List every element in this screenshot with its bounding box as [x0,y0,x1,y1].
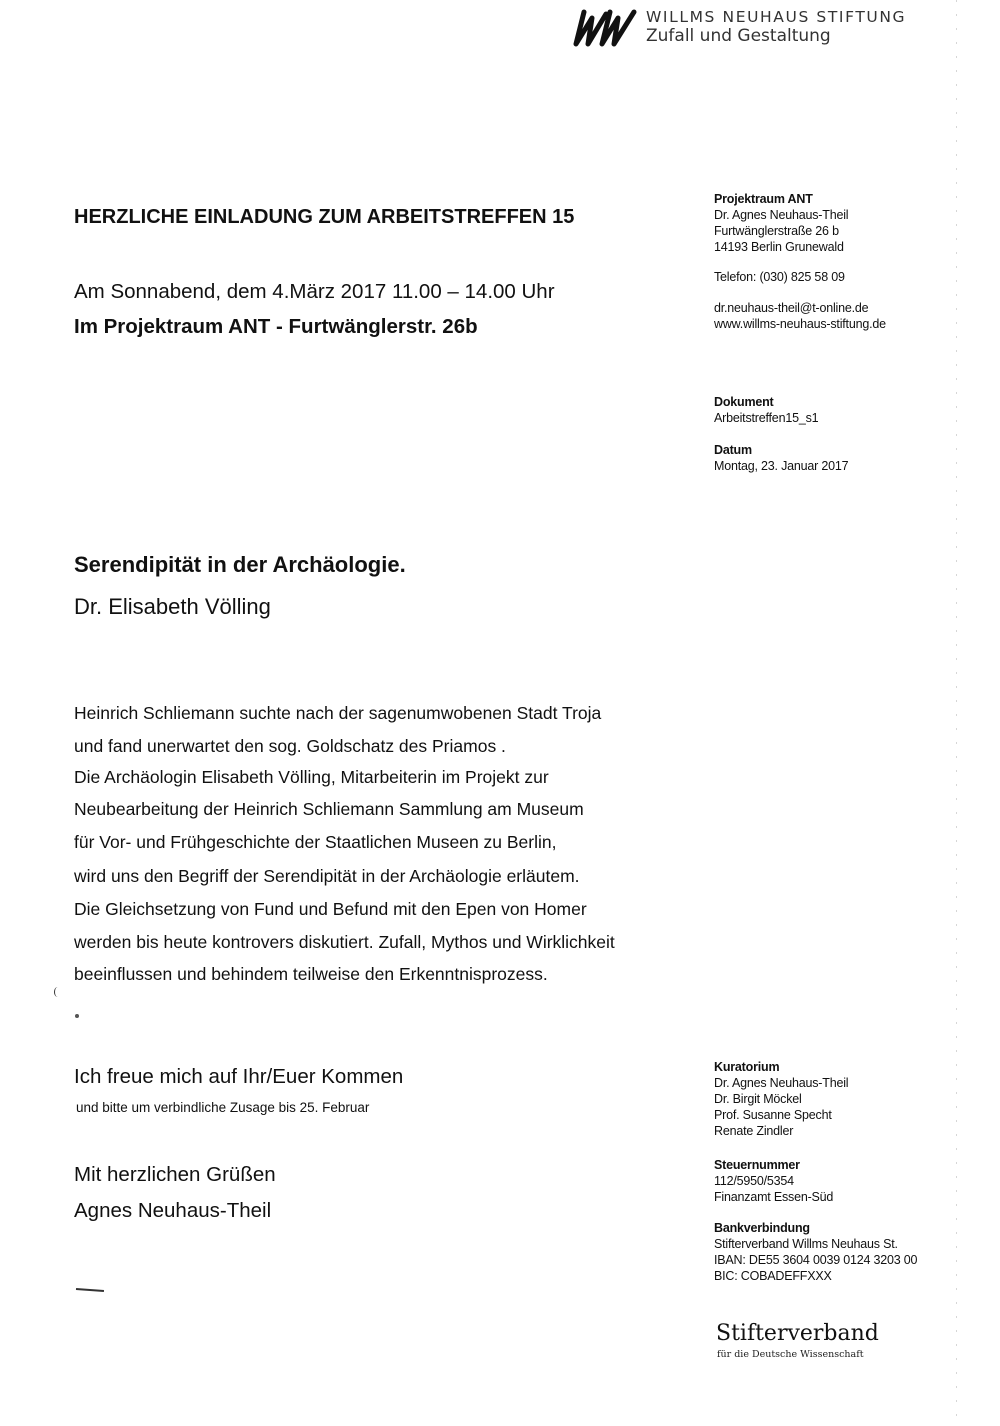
scan-dot [75,1014,79,1018]
contact-line: 14193 Berlin Grunewald [714,240,844,254]
stifterverband-logo: Stifterverband [716,1321,879,1346]
contact-line: Furtwänglerstraße 26 b [714,224,839,238]
closing-invite: Ich freue mich auf Ihr/Euer Kommen [74,1065,404,1088]
document-label: Dokument [714,395,774,409]
foundation-name: WILLMS NEUHAUS STIFTUNG [646,8,907,26]
date-label: Datum [714,443,752,457]
closing-greeting: Mit herzlichen Grüßen [74,1163,276,1186]
tax-heading: Steuernummer [714,1158,800,1172]
tax-number: 112/5950/5354 [714,1174,794,1188]
event-location: Im Projektraum ANT - Furtwänglerstr. 26b [74,315,478,338]
contact-line: Dr. Agnes Neuhaus-Theil [714,208,849,222]
bank-iban: IBAN: DE55 3604 0039 0124 3203 00 [714,1253,918,1267]
body-line: Die Gleichsetzung von Fund und Befund mit den Epen von Homer [74,899,587,919]
contact-phone: Telefon: (030) 825 58 09 [714,270,845,284]
contact-links [714,300,886,332]
body-line: und fand unerwartet den sog. Goldschatz des Priamos . [74,736,506,756]
contact-email[interactable]: dr.neuhaus-theil@t-online.de [714,301,869,315]
date-block [714,442,848,474]
document-block [714,394,818,426]
body-line: beeinflussen und behindem teilweise den Erkenntnisprozess. [74,964,548,984]
body-line: werden bis heute kontrovers diskutiert. Zufall, Mythos und Wirklichkeit [74,932,615,952]
pen-stroke [76,1288,104,1291]
event-date: Am Sonnabend, dem 4.März 2017 11.00 – 14.00 Uhr [74,280,555,303]
scan-mark [54,987,61,997]
bank-holder: Stifterverband Willms Neuhaus St. [714,1237,898,1251]
body-line: Die Archäologin Elisabeth Völling, Mitarbeiterin im Projekt zur [74,767,549,787]
kuratorium-member: Prof. Susanne Specht [714,1108,832,1122]
stifterverband-subtitle: für die Deutsche Wissenschaft [717,1349,864,1360]
bank-bic: BIC: COBADEFFXXX [714,1269,832,1283]
body-line: für Vor- und Frühgeschichte der Staatlichen Museen zu Berlin, [74,832,557,852]
contact-block [714,191,848,255]
ww-logo-icon [572,6,640,48]
foundation-tagline: Zufall und Gestaltung [646,26,831,46]
kuratorium-member: Renate Zindler [714,1124,794,1138]
invitation-title: HERZLICHE EINLADUNG ZUM ARBEITSTREFFEN 15 [74,206,575,228]
kuratorium-member: Dr. Agnes Neuhaus-Theil [714,1076,849,1090]
bank-heading: Bankverbindung [714,1221,810,1235]
document-value: Arbeitstreffen15_s1 [714,411,819,425]
closing-rsvp: und bitte um verbindliche Zusage bis 25. Februar [76,1100,370,1115]
kuratorium-block [714,1059,848,1139]
kuratorium-member: Dr. Birgit Möckel [714,1092,802,1106]
contact-website[interactable]: www.willms-neuhaus-stiftung.de [714,317,886,331]
scan-edge-line [956,0,957,1426]
kuratorium-heading: Kuratorium [714,1060,780,1074]
body-line: Heinrich Schliemann suchte nach der sagenumwobenen Stadt Troja [74,703,602,723]
tax-office: Finanzamt Essen-Süd [714,1190,834,1204]
closing-signature: Agnes Neuhaus-Theil [74,1199,272,1222]
date-value: Montag, 23. Januar 2017 [714,459,849,473]
body-line: wird uns den Begriff der Serendipität in der Archäologie erläutem. [74,866,580,886]
talk-title: Serendipität in der Archäologie. [74,552,406,577]
bank-block [714,1220,917,1284]
tax-block [714,1157,833,1205]
contact-heading: Projektraum ANT [714,192,813,206]
speaker-name: Dr. Elisabeth Völling [74,594,271,619]
body-line: Neubearbeitung der Heinrich Schliemann Sammlung am Museum [74,799,584,819]
